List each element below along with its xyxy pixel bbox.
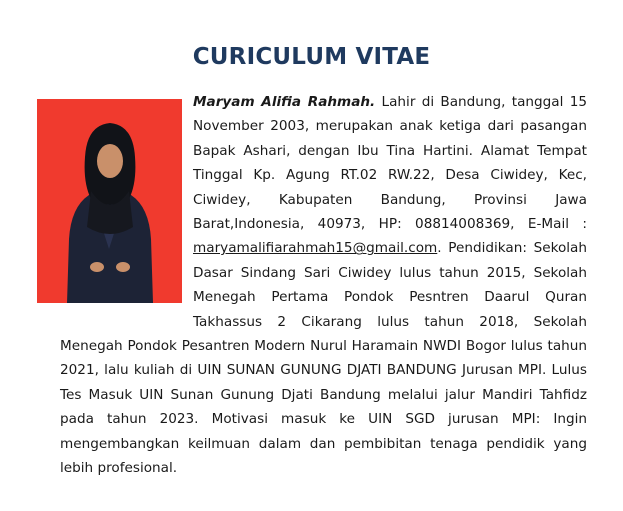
email-link[interactable]: maryamalifiarahmah15@gmail.com (193, 240, 438, 257)
photo-spacer (60, 90, 193, 310)
bio-intro: Lahir di Bandung, tanggal 15 November 2003, merupakan anak ketiga dari pasangan Bapak Ashari, dengan Ibu Tina Hartini. Alamat Tempat Tinggal Kp. Agung RT.02 RW.22, Desa Ciwidey, Kec, Ciwidey, Kabupaten Bandung, Provinsi Jawa Barat,Indonesia, 40973, HP: 08814008369, E-Mail : (193, 94, 588, 233)
person-name: Maryam Alifia Rahmah. (193, 94, 376, 110)
cv-title: CURICULUM VITAE (192, 44, 431, 70)
bio-education: . Pendidikan: Sekolah Dasar Sindang Sari Ciwidey lulus tahun 2015, Sekolah Menegah Pertama Pondok Pesntren Daarul Quran Takhassus 2 Cikarang lulus tahun 2018, Sekolah Menegah Pondok Pesantren Modern Nurul Haramain NWDI Bogor lulus tahun 2021, lalu kuliah di UIN SUNAN GUNUNG DJATI BANDUNG Jurusan MPI. Lulus Tes Masuk UIN Sunan Gunung Djati Bandung melalui jalur Mandiri Tahfidz pada tahun 2023. Motivasi masuk ke UIN SGD jurusan MPI: Ingin mengembangkan keilmuan dalam dan pembibitan tenaga pendidik yang lebih profesional. (60, 240, 587, 477)
bio-paragraph (60, 90, 587, 481)
